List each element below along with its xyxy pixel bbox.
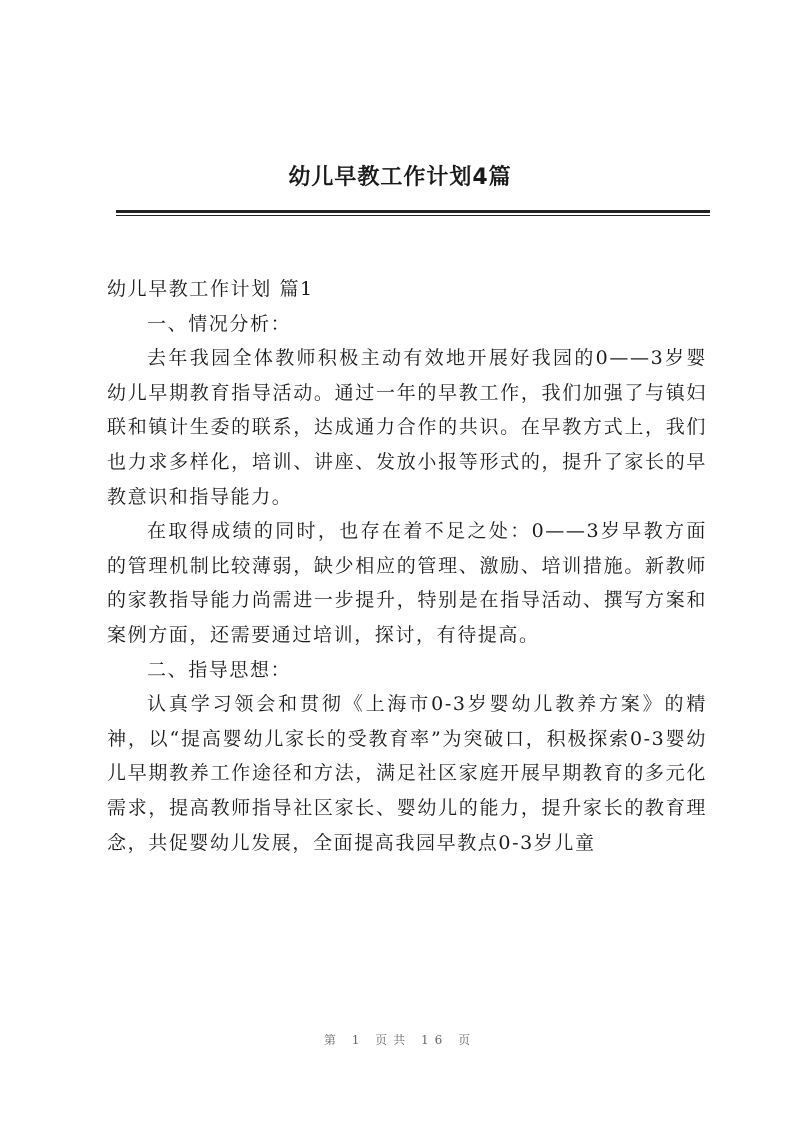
paragraph-guiding-ideology: 认真学习领会和贯彻《上海市0-3岁婴幼儿教养方案》的精神，以“提高婴幼儿家长的受教育率”为突破口，积极探索0-3婴幼儿早期教养工作途径和方法，满足社区家庭开展早期教育的多元化需求，提高教师指导社区家长、婴幼儿的能力，提升家长的教育理念，共促婴幼儿发展，全面提高我园早教点0-3岁儿童 xyxy=(107,693,707,854)
document-body xyxy=(107,272,707,860)
title-underline xyxy=(116,210,710,213)
section-heading: 幼儿早教工作计划 篇1 xyxy=(107,278,314,300)
title-underline-thin xyxy=(116,215,710,216)
document-title: 幼儿早教工作计划4篇 xyxy=(288,165,512,190)
paragraph-shortcomings: 在取得成绩的同时，也存在着不足之处：0——3岁早教方面的管理机制比较薄弱，缺少相应的管理、激励、培训措施。新教师的家教指导能力尚需进一步提升，特别是在指导活动、撰写方案和案例方面，还需要通过培训，探讨，有待提高。 xyxy=(107,520,707,646)
subheading-situation-analysis: 一、情况分析： xyxy=(147,312,292,335)
paragraph-last-year-work: 去年我园全体教师积极主动有效地开展好我园的0——3岁婴幼儿早期教育指导活动。通过一年的早教工作，我们加强了与镇妇联和镇计生委的联系，达成通力合作的共识。在早教方式上，我们也力求多样化，培训、讲座、发放小报等形式的，提升了家长的早教意识和指导能力。 xyxy=(107,347,707,508)
subheading-guiding-ideology: 二、指导思想： xyxy=(147,658,292,681)
page-number-footer: 第 1 页共 16 页 xyxy=(323,1033,477,1047)
